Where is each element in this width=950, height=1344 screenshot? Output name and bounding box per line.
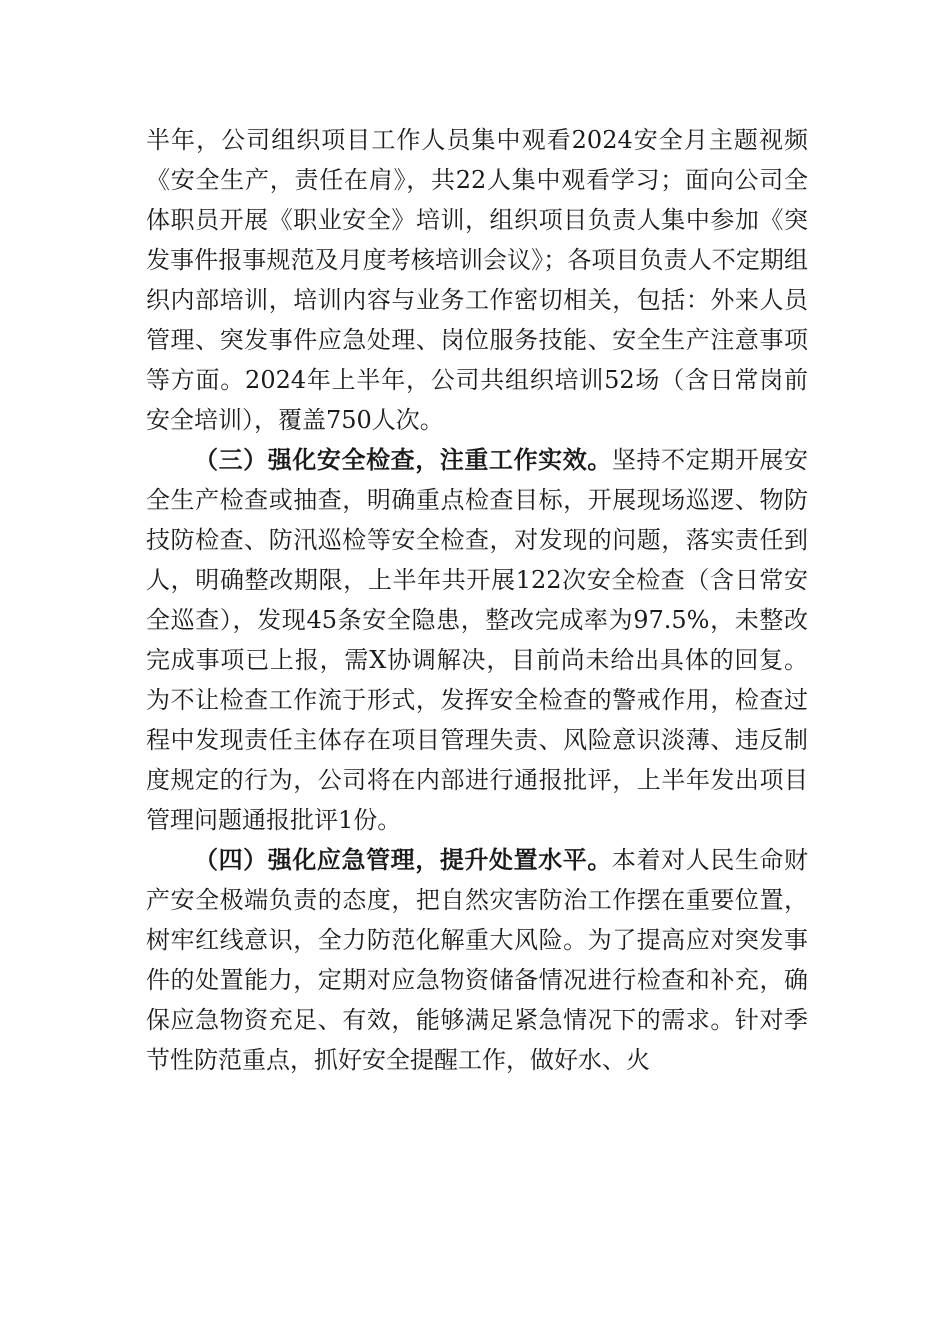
paragraph-training [146,120,808,440]
paragraph-body: 本着对人民生命财产安全极端负责的态度，把自然灾害防治工作摆在重要位置，树牢红线意识，全力防范化解重大风险。为了提高应对突发事件的处置能力，定期对应急物资储备情况进行检查和补充，确保应急物资充足、有效，能够满足紧急情况下的需求。针对季节性防范重点，抓好安全提醒工作，做好水、火 [146,846,809,1074]
section-heading-4: （四）强化应急管理，提升处置水平。 [194,845,612,874]
paragraph-emergency-management [146,840,808,1080]
paragraph-body: 半年，公司组织项目工作人员集中观看2024安全月主题视频《安全生产，责任在肩》，共22人集中观看学习；面向公司全体职员开展《职业安全》培训，组织项目负责人集中参加《突发事件报事规范及月度考核培训会议》；各项目负责人不定期组织内部培训，培训内容与业务工作密切相关，包括：外来人员管理、突发事件应急处理、岗位服务技能、安全生产注意事项等方面。2024年上半年，公司共组织培训52场（含日常岗前安全培训），覆盖750人次。 [146,126,808,434]
body-text [146,120,808,1080]
paragraph-body: 坚持不定期开展安全生产检查或抽查，明确重点检查目标，开展现场巡逻、物防技防检查、防汛巡检等安全检查，对发现的问题，落实责任到人，明确整改期限，上半年共开展122次安全检查（含日常安全巡查），发现45条安全隐患，整改完成率为97.5%，未整改完成事项已上报，需X协调解决，目前尚未给出具体的回复。为不让检查工作流于形式，发挥安全检查的警戒作用，检查过程中发现责任主体存在项目管理失责、风险意识淡薄、违反制度规定的行为，公司将在内部进行通报批评，上半年发出项目管理问题通报批评1份。 [146,446,809,834]
section-heading-3: （三）强化安全检查，注重工作实效。 [194,445,612,474]
paragraph-safety-inspection [146,440,808,840]
